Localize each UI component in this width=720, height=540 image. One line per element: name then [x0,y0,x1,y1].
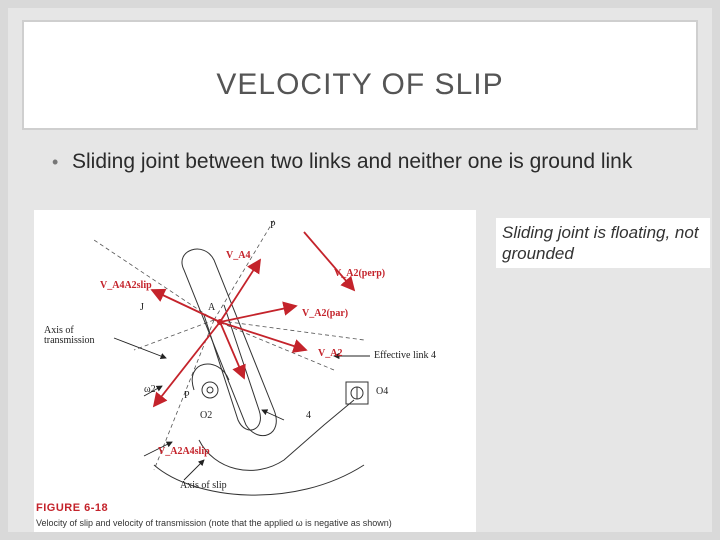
label-omega2: ω2 [144,384,156,395]
bullet-text: Sliding joint between two links and neither one is ground link [72,150,633,173]
label-v-a2a4-slip: V_A2A4slip [158,446,210,457]
label-v-a2: V_A2 [318,348,343,359]
label-v-a4a2-slip: V_A4A2slip [100,280,152,291]
label-o4: O4 [376,386,389,397]
figure-diagram [34,210,476,532]
label-link4: 4 [306,410,311,421]
title-frame [22,20,698,130]
label-v-a2-perp: V_A2(perp) [334,268,386,279]
label-j: J [140,302,144,313]
figure-caption-title: FIGURE 6-18 [36,502,109,514]
label-a: A [208,302,216,313]
label-v-trans: V_A2(par) [302,308,349,319]
ground-o4 [346,382,368,404]
title-area [32,30,688,120]
callout-box [496,218,710,268]
point-a-dot [217,319,223,325]
label-o2: O2 [200,410,213,421]
bullet-dot-icon: • [52,152,59,172]
callout-text: Sliding joint is floating, not grounded [502,223,699,263]
label-v-a4: V_A4 [226,250,251,261]
slide-title: VELOCITY OF SLIP [216,68,504,101]
label-effective-link-4: Effective link 4 [374,350,437,361]
label-p-top: P [270,220,276,231]
label-p-bottom: P [184,390,190,401]
kinematic-figure [34,210,476,532]
label-axis-of-slip: Axis of slip [180,480,227,491]
slide [8,8,712,532]
figure-caption: Velocity of slip and velocity of transmission (note that the applied ω is negative as shown) [36,518,392,528]
label-axis-of-transmission: Axis of transmission [44,325,95,346]
links [154,249,364,495]
